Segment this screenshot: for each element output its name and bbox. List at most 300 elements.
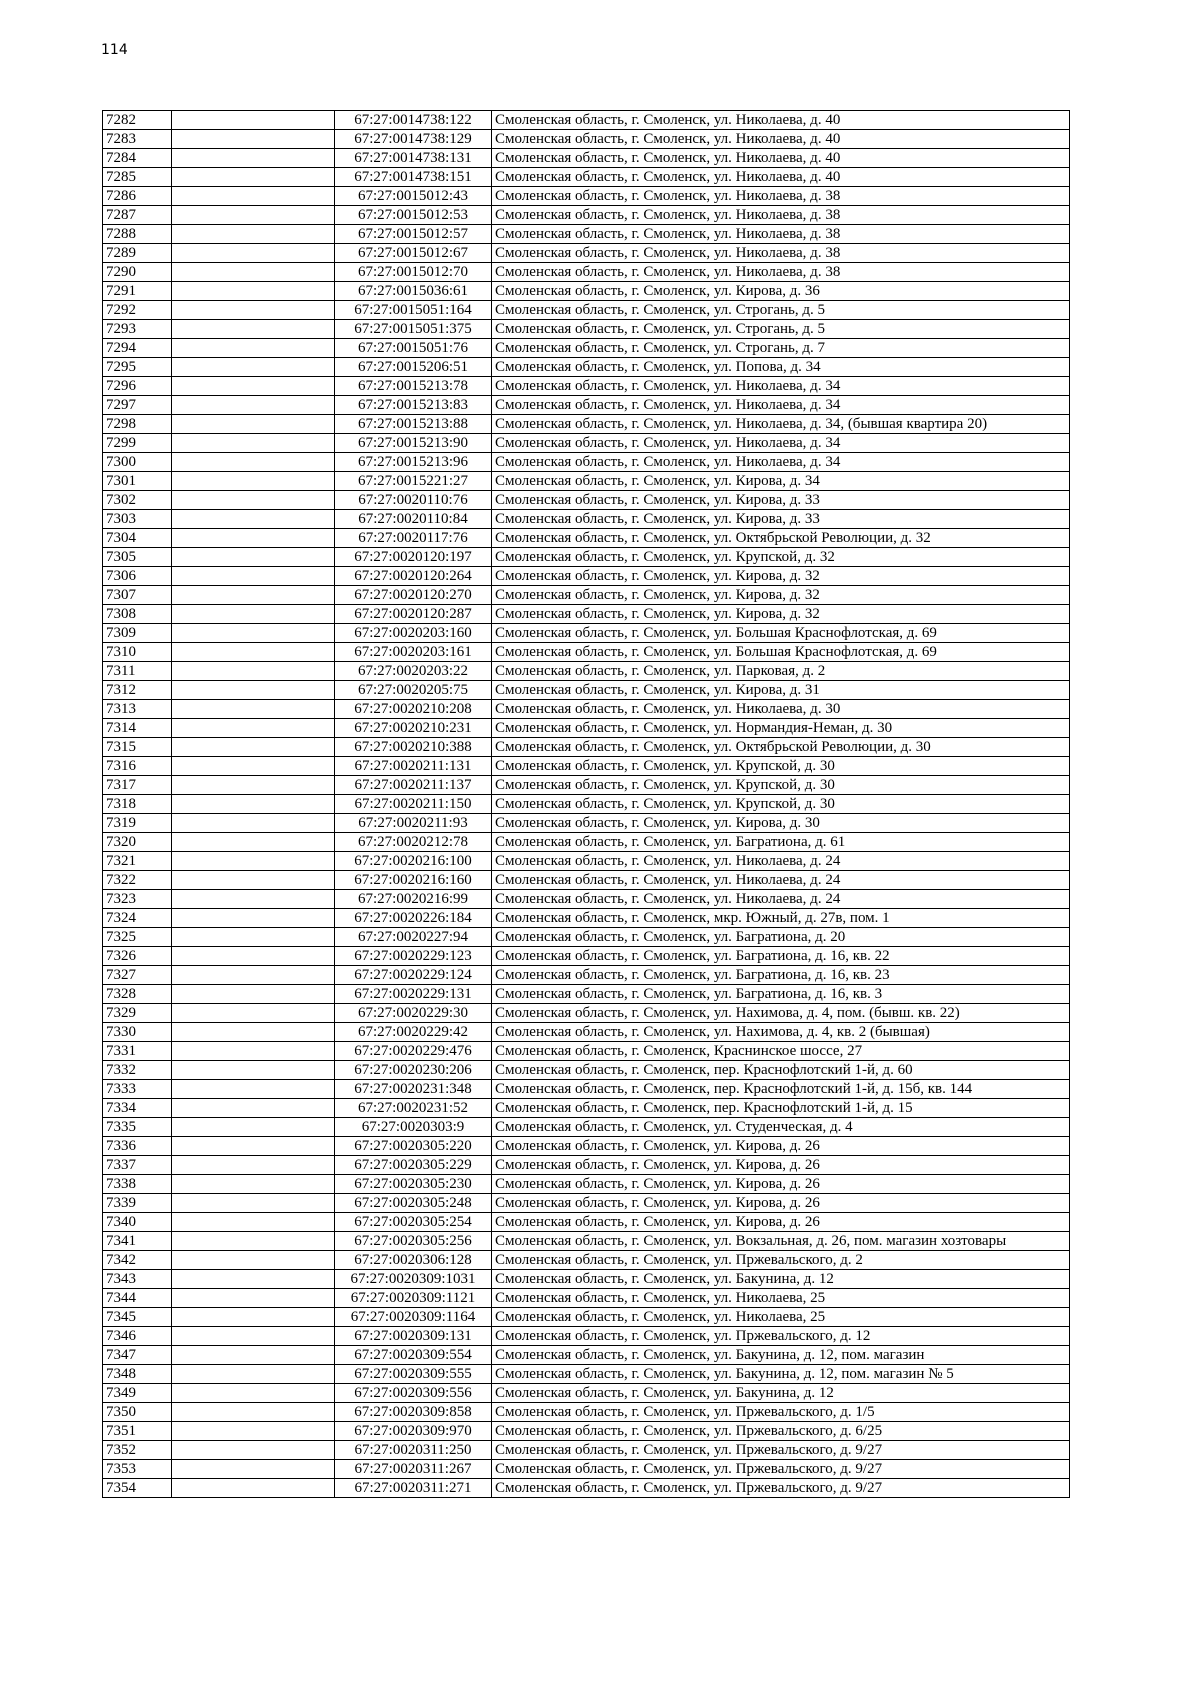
table-row: [103, 282, 1070, 301]
table-row: [103, 453, 1070, 472]
table-row: [103, 852, 1070, 871]
cadastral-number-cell: 67:27:0020309:1031: [335, 1270, 492, 1289]
empty-cell: [172, 1251, 335, 1270]
empty-cell: [172, 1156, 335, 1175]
table-row: [103, 985, 1070, 1004]
table-row: [103, 567, 1070, 586]
table-row: [103, 1061, 1070, 1080]
empty-cell: [172, 871, 335, 890]
empty-cell: [172, 1023, 335, 1042]
empty-cell: [172, 1042, 335, 1061]
cadastral-number-cell: 67:27:0020203:161: [335, 643, 492, 662]
address-cell: Смоленская область, г. Смоленск, ул. Николаева, д. 34: [492, 434, 1070, 453]
address-cell: Смоленская область, г. Смоленск, ул. Крупской, д. 30: [492, 776, 1070, 795]
cadastral-number-cell: 67:27:0020120:197: [335, 548, 492, 567]
address-cell: Смоленская область, г. Смоленск, ул. Пржевальского, д. 6/25: [492, 1422, 1070, 1441]
row-number-cell: 7307: [103, 586, 172, 605]
table-row: [103, 1441, 1070, 1460]
empty-cell: [172, 966, 335, 985]
row-number-cell: 7303: [103, 510, 172, 529]
empty-cell: [172, 738, 335, 757]
table-row: [103, 263, 1070, 282]
cadastral-number-cell: 67:27:0020211:131: [335, 757, 492, 776]
empty-cell: [172, 1479, 335, 1498]
table-row: [103, 1251, 1070, 1270]
address-cell: Смоленская область, г. Смоленск, Краснинское шоссе, 27: [492, 1042, 1070, 1061]
table-row: [103, 548, 1070, 567]
table-row: [103, 966, 1070, 985]
cadastral-number-cell: 67:27:0020216:160: [335, 871, 492, 890]
cadastral-number-cell: 67:27:0020309:556: [335, 1384, 492, 1403]
table-row: [103, 1175, 1070, 1194]
row-number-cell: 7346: [103, 1327, 172, 1346]
address-cell: Смоленская область, г. Смоленск, ул. Николаева, д. 38: [492, 206, 1070, 225]
cadastral-number-cell: 67:27:0020230:206: [335, 1061, 492, 1080]
row-number-cell: 7293: [103, 320, 172, 339]
address-cell: Смоленская область, г. Смоленск, ул. Николаева, д. 40: [492, 130, 1070, 149]
empty-cell: [172, 1403, 335, 1422]
cadastral-number-cell: 67:27:0020226:184: [335, 909, 492, 928]
cadastral-number-cell: 67:27:0014738:122: [335, 111, 492, 130]
table-row: [103, 434, 1070, 453]
cadastral-number-cell: 67:27:0015012:70: [335, 263, 492, 282]
table-row: [103, 1308, 1070, 1327]
address-cell: Смоленская область, г. Смоленск, ул. Кирова, д. 26: [492, 1175, 1070, 1194]
row-number-cell: 7310: [103, 643, 172, 662]
empty-cell: [172, 1061, 335, 1080]
address-cell: Смоленская область, г. Смоленск, ул. Попова, д. 34: [492, 358, 1070, 377]
empty-cell: [172, 1099, 335, 1118]
cadastral-number-cell: 67:27:0020227:94: [335, 928, 492, 947]
address-cell: Смоленская область, г. Смоленск, пер. Краснофлотский 1-й, д. 60: [492, 1061, 1070, 1080]
address-cell: Смоленская область, г. Смоленск, ул. Строгань, д. 7: [492, 339, 1070, 358]
table-row: [103, 111, 1070, 130]
empty-cell: [172, 1080, 335, 1099]
row-number-cell: 7344: [103, 1289, 172, 1308]
cadastral-number-cell: 67:27:0015213:88: [335, 415, 492, 434]
cadastral-number-cell: 67:27:0020231:52: [335, 1099, 492, 1118]
table-row: [103, 1099, 1070, 1118]
address-cell: Смоленская область, г. Смоленск, ул. Пржевальского, д. 12: [492, 1327, 1070, 1346]
table-row: [103, 206, 1070, 225]
empty-cell: [172, 206, 335, 225]
empty-cell: [172, 358, 335, 377]
empty-cell: [172, 814, 335, 833]
empty-cell: [172, 1137, 335, 1156]
address-cell: Смоленская область, г. Смоленск, ул. Пржевальского, д. 2: [492, 1251, 1070, 1270]
empty-cell: [172, 909, 335, 928]
cadastral-number-cell: 67:27:0020211:150: [335, 795, 492, 814]
table-row: [103, 1137, 1070, 1156]
address-cell: Смоленская область, г. Смоленск, ул. Багратиона, д. 16, кв. 23: [492, 966, 1070, 985]
cadastral-number-cell: 67:27:0020211:93: [335, 814, 492, 833]
address-cell: Смоленская область, г. Смоленск, ул. Бакунина, д. 12: [492, 1270, 1070, 1289]
empty-cell: [172, 681, 335, 700]
empty-cell: [172, 605, 335, 624]
table-row: [103, 396, 1070, 415]
empty-cell: [172, 776, 335, 795]
address-cell: Смоленская область, г. Смоленск, ул. Крупской, д. 30: [492, 795, 1070, 814]
table-row: [103, 871, 1070, 890]
empty-cell: [172, 339, 335, 358]
row-number-cell: 7347: [103, 1346, 172, 1365]
row-number-cell: 7315: [103, 738, 172, 757]
row-number-cell: 7316: [103, 757, 172, 776]
row-number-cell: 7295: [103, 358, 172, 377]
address-cell: Смоленская область, г. Смоленск, ул. Николаева, д. 34: [492, 377, 1070, 396]
empty-cell: [172, 415, 335, 434]
cadastral-number-cell: 67:27:0020117:76: [335, 529, 492, 548]
cadastral-number-cell: 67:27:0020229:131: [335, 985, 492, 1004]
cadastral-number-cell: 67:27:0020205:75: [335, 681, 492, 700]
row-number-cell: 7351: [103, 1422, 172, 1441]
empty-cell: [172, 282, 335, 301]
cadastral-number-cell: 67:27:0020110:84: [335, 510, 492, 529]
cadastral-number-cell: 67:27:0020210:388: [335, 738, 492, 757]
cadastral-number-cell: 67:27:0020212:78: [335, 833, 492, 852]
address-cell: Смоленская область, г. Смоленск, ул. Николаева, 25: [492, 1289, 1070, 1308]
address-cell: Смоленская область, г. Смоленск, ул. Вокзальная, д. 26, пом. магазин хозтовары: [492, 1232, 1070, 1251]
address-cell: Смоленская область, г. Смоленск, ул. Пржевальского, д. 1/5: [492, 1403, 1070, 1422]
row-number-cell: 7338: [103, 1175, 172, 1194]
empty-cell: [172, 187, 335, 206]
cadastral-number-cell: 67:27:0020311:250: [335, 1441, 492, 1460]
cadastral-number-cell: 67:27:0020110:76: [335, 491, 492, 510]
row-number-cell: 7322: [103, 871, 172, 890]
cadastral-number-cell: 67:27:0020306:128: [335, 1251, 492, 1270]
cadastral-number-cell: 67:27:0020309:1164: [335, 1308, 492, 1327]
table-row: [103, 738, 1070, 757]
cadastral-number-cell: 67:27:0020120:264: [335, 567, 492, 586]
cadastral-number-cell: 67:27:0020210:231: [335, 719, 492, 738]
empty-cell: [172, 1308, 335, 1327]
row-number-cell: 7311: [103, 662, 172, 681]
row-number-cell: 7285: [103, 168, 172, 187]
table-row: [103, 833, 1070, 852]
table-row: [103, 225, 1070, 244]
row-number-cell: 7313: [103, 700, 172, 719]
property-registry-table: [102, 110, 1070, 1498]
empty-cell: [172, 947, 335, 966]
empty-cell: [172, 130, 335, 149]
empty-cell: [172, 624, 335, 643]
empty-cell: [172, 491, 335, 510]
table-row: [103, 510, 1070, 529]
cadastral-number-cell: 67:27:0020311:271: [335, 1479, 492, 1498]
cadastral-number-cell: 67:27:0020303:9: [335, 1118, 492, 1137]
cadastral-number-cell: 67:27:0020203:22: [335, 662, 492, 681]
empty-cell: [172, 168, 335, 187]
cadastral-number-cell: 67:27:0015036:61: [335, 282, 492, 301]
cadastral-number-cell: 67:27:0014738:131: [335, 149, 492, 168]
address-cell: Смоленская область, г. Смоленск, ул. Николаева, 25: [492, 1308, 1070, 1327]
empty-cell: [172, 434, 335, 453]
cadastral-number-cell: 67:27:0020309:970: [335, 1422, 492, 1441]
row-number-cell: 7294: [103, 339, 172, 358]
row-number-cell: 7350: [103, 1403, 172, 1422]
empty-cell: [172, 719, 335, 738]
table-row: [103, 776, 1070, 795]
address-cell: Смоленская область, г. Смоленск, ул. Кирова, д. 26: [492, 1213, 1070, 1232]
row-number-cell: 7290: [103, 263, 172, 282]
table-row: [103, 1289, 1070, 1308]
cadastral-number-cell: 67:27:0015012:67: [335, 244, 492, 263]
empty-cell: [172, 472, 335, 491]
cadastral-number-cell: 67:27:0020305:254: [335, 1213, 492, 1232]
row-number-cell: 7317: [103, 776, 172, 795]
table-row: [103, 1080, 1070, 1099]
address-cell: Смоленская область, г. Смоленск, ул. Нормандия-Неман, д. 30: [492, 719, 1070, 738]
row-number-cell: 7335: [103, 1118, 172, 1137]
address-cell: Смоленская область, г. Смоленск, ул. Строгань, д. 5: [492, 301, 1070, 320]
empty-cell: [172, 833, 335, 852]
row-number-cell: 7287: [103, 206, 172, 225]
row-number-cell: 7328: [103, 985, 172, 1004]
row-number-cell: 7325: [103, 928, 172, 947]
row-number-cell: 7284: [103, 149, 172, 168]
empty-cell: [172, 529, 335, 548]
table-row: [103, 1479, 1070, 1498]
address-cell: Смоленская область, г. Смоленск, ул. Кирова, д. 33: [492, 510, 1070, 529]
cadastral-number-cell: 67:27:0015213:90: [335, 434, 492, 453]
cadastral-number-cell: 67:27:0020216:100: [335, 852, 492, 871]
table-row: [103, 1156, 1070, 1175]
address-cell: Смоленская область, г. Смоленск, ул. Багратиона, д. 16, кв. 3: [492, 985, 1070, 1004]
empty-cell: [172, 510, 335, 529]
table-row: [103, 472, 1070, 491]
cadastral-number-cell: 67:27:0020309:555: [335, 1365, 492, 1384]
address-cell: Смоленская область, г. Смоленск, ул. Николаева, д. 38: [492, 187, 1070, 206]
row-number-cell: 7345: [103, 1308, 172, 1327]
address-cell: Смоленская область, г. Смоленск, ул. Багратиона, д. 20: [492, 928, 1070, 947]
table-row: [103, 529, 1070, 548]
address-cell: Смоленская область, г. Смоленск, ул. Кирова, д. 32: [492, 567, 1070, 586]
table-row: [103, 719, 1070, 738]
empty-cell: [172, 985, 335, 1004]
table-row: [103, 1232, 1070, 1251]
cadastral-number-cell: 67:27:0015206:51: [335, 358, 492, 377]
row-number-cell: 7296: [103, 377, 172, 396]
table-row: [103, 491, 1070, 510]
empty-cell: [172, 548, 335, 567]
cadastral-number-cell: 67:27:0020229:42: [335, 1023, 492, 1042]
row-number-cell: 7353: [103, 1460, 172, 1479]
empty-cell: [172, 149, 335, 168]
table-row: [103, 928, 1070, 947]
table-row: [103, 700, 1070, 719]
empty-cell: [172, 928, 335, 947]
cadastral-number-cell: 67:27:0020211:137: [335, 776, 492, 795]
cadastral-number-cell: 67:27:0020229:30: [335, 1004, 492, 1023]
row-number-cell: 7288: [103, 225, 172, 244]
cadastral-number-cell: 67:27:0020305:230: [335, 1175, 492, 1194]
empty-cell: [172, 453, 335, 472]
row-number-cell: 7289: [103, 244, 172, 263]
address-cell: Смоленская область, г. Смоленск, ул. Кирова, д. 32: [492, 605, 1070, 624]
cadastral-number-cell: 67:27:0020309:554: [335, 1346, 492, 1365]
address-cell: Смоленская область, г. Смоленск, ул. Крупской, д. 32: [492, 548, 1070, 567]
address-cell: Смоленская область, г. Смоленск, ул. Николаева, д. 38: [492, 244, 1070, 263]
empty-cell: [172, 263, 335, 282]
address-cell: Смоленская область, г. Смоленск, ул. Кирова, д. 26: [492, 1137, 1070, 1156]
address-cell: Смоленская область, г. Смоленск, ул. Кирова, д. 30: [492, 814, 1070, 833]
empty-cell: [172, 1327, 335, 1346]
table-row: [103, 1023, 1070, 1042]
cadastral-number-cell: 67:27:0014738:129: [335, 130, 492, 149]
address-cell: Смоленская область, г. Смоленск, ул. Пржевальского, д. 9/27: [492, 1441, 1070, 1460]
cadastral-number-cell: 67:27:0020309:1121: [335, 1289, 492, 1308]
address-cell: Смоленская область, г. Смоленск, ул. Николаева, д. 24: [492, 890, 1070, 909]
row-number-cell: 7282: [103, 111, 172, 130]
table-row: [103, 947, 1070, 966]
address-cell: Смоленская область, г. Смоленск, ул. Пржевальского, д. 9/27: [492, 1479, 1070, 1498]
cadastral-number-cell: 67:27:0020309:131: [335, 1327, 492, 1346]
row-number-cell: 7304: [103, 529, 172, 548]
address-cell: Смоленская область, г. Смоленск, ул. Большая Краснофлотская, д. 69: [492, 643, 1070, 662]
row-number-cell: 7340: [103, 1213, 172, 1232]
cadastral-number-cell: 67:27:0015213:78: [335, 377, 492, 396]
table-row: [103, 320, 1070, 339]
address-cell: Смоленская область, г. Смоленск, ул. Николаева, д. 24: [492, 852, 1070, 871]
row-number-cell: 7326: [103, 947, 172, 966]
row-number-cell: 7291: [103, 282, 172, 301]
empty-cell: [172, 757, 335, 776]
address-cell: Смоленская область, г. Смоленск, ул. Николаева, д. 38: [492, 263, 1070, 282]
row-number-cell: 7327: [103, 966, 172, 985]
empty-cell: [172, 795, 335, 814]
table-row: [103, 130, 1070, 149]
address-cell: Смоленская область, г. Смоленск, ул. Николаева, д. 40: [492, 111, 1070, 130]
row-number-cell: 7299: [103, 434, 172, 453]
address-cell: Смоленская область, г. Смоленск, ул. Кирова, д. 26: [492, 1194, 1070, 1213]
empty-cell: [172, 1232, 335, 1251]
address-cell: Смоленская область, г. Смоленск, ул. Багратиона, д. 16, кв. 22: [492, 947, 1070, 966]
table-row: [103, 890, 1070, 909]
row-number-cell: 7309: [103, 624, 172, 643]
address-cell: Смоленская область, г. Смоленск, ул. Кирова, д. 33: [492, 491, 1070, 510]
empty-cell: [172, 1175, 335, 1194]
empty-cell: [172, 377, 335, 396]
cadastral-number-cell: 67:27:0015051:76: [335, 339, 492, 358]
table-row: [103, 605, 1070, 624]
table-row: [103, 1384, 1070, 1403]
cadastral-number-cell: 67:27:0020210:208: [335, 700, 492, 719]
row-number-cell: 7318: [103, 795, 172, 814]
empty-cell: [172, 567, 335, 586]
empty-cell: [172, 586, 335, 605]
table-row: [103, 586, 1070, 605]
table-row: [103, 415, 1070, 434]
address-cell: Смоленская область, г. Смоленск, ул. Бакунина, д. 12: [492, 1384, 1070, 1403]
address-cell: Смоленская область, г. Смоленск, ул. Пржевальского, д. 9/27: [492, 1460, 1070, 1479]
address-cell: Смоленская область, г. Смоленск, ул. Октябрьской Революции, д. 30: [492, 738, 1070, 757]
row-number-cell: 7323: [103, 890, 172, 909]
empty-cell: [172, 1384, 335, 1403]
cadastral-number-cell: 67:27:0020231:348: [335, 1080, 492, 1099]
row-number-cell: 7343: [103, 1270, 172, 1289]
table-row: [103, 301, 1070, 320]
row-number-cell: 7314: [103, 719, 172, 738]
empty-cell: [172, 301, 335, 320]
cadastral-number-cell: 67:27:0015051:375: [335, 320, 492, 339]
empty-cell: [172, 1289, 335, 1308]
address-cell: Смоленская область, г. Смоленск, ул. Нахимова, д. 4, пом. (бывш. кв. 22): [492, 1004, 1070, 1023]
empty-cell: [172, 1460, 335, 1479]
row-number-cell: 7337: [103, 1156, 172, 1175]
address-cell: Смоленская область, г. Смоленск, ул. Кирова, д. 36: [492, 282, 1070, 301]
table-row: [103, 1194, 1070, 1213]
table-row: [103, 377, 1070, 396]
address-cell: Смоленская область, г. Смоленск, ул. Парковая, д. 2: [492, 662, 1070, 681]
empty-cell: [172, 643, 335, 662]
row-number-cell: 7286: [103, 187, 172, 206]
cadastral-number-cell: 67:27:0020229:123: [335, 947, 492, 966]
table-row: [103, 662, 1070, 681]
empty-cell: [172, 1441, 335, 1460]
address-cell: Смоленская область, г. Смоленск, ул. Николаева, д. 40: [492, 168, 1070, 187]
table-row: [103, 1403, 1070, 1422]
table-row: [103, 681, 1070, 700]
address-cell: Смоленская область, г. Смоленск, ул. Большая Краснофлотская, д. 69: [492, 624, 1070, 643]
address-cell: Смоленская область, г. Смоленск, ул. Николаева, д. 30: [492, 700, 1070, 719]
empty-cell: [172, 662, 335, 681]
address-cell: Смоленская область, г. Смоленск, мкр. Южный, д. 27в, пом. 1: [492, 909, 1070, 928]
address-cell: Смоленская область, г. Смоленск, пер. Краснофлотский 1-й, д. 15: [492, 1099, 1070, 1118]
row-number-cell: 7333: [103, 1080, 172, 1099]
empty-cell: [172, 1422, 335, 1441]
address-cell: Смоленская область, г. Смоленск, ул. Нахимова, д. 4, кв. 2 (бывшая): [492, 1023, 1070, 1042]
row-number-cell: 7300: [103, 453, 172, 472]
row-number-cell: 7352: [103, 1441, 172, 1460]
empty-cell: [172, 1004, 335, 1023]
empty-cell: [172, 1194, 335, 1213]
empty-cell: [172, 1365, 335, 1384]
empty-cell: [172, 111, 335, 130]
table-row: [103, 1213, 1070, 1232]
empty-cell: [172, 700, 335, 719]
address-cell: Смоленская область, г. Смоленск, ул. Кирова, д. 26: [492, 1156, 1070, 1175]
page-number: 114: [101, 42, 128, 58]
table-row: [103, 814, 1070, 833]
address-cell: Смоленская область, г. Смоленск, ул. Октябрьской Революции, д. 32: [492, 529, 1070, 548]
empty-cell: [172, 244, 335, 263]
row-number-cell: 7324: [103, 909, 172, 928]
table-row: [103, 624, 1070, 643]
cadastral-number-cell: 67:27:0015012:43: [335, 187, 492, 206]
cadastral-number-cell: 67:27:0020120:287: [335, 605, 492, 624]
address-cell: Смоленская область, г. Смоленск, ул. Николаева, д. 34: [492, 396, 1070, 415]
cadastral-number-cell: 67:27:0015012:57: [335, 225, 492, 244]
row-number-cell: 7354: [103, 1479, 172, 1498]
address-cell: Смоленская область, г. Смоленск, ул. Николаева, д. 34: [492, 453, 1070, 472]
table-row: [103, 187, 1070, 206]
table-row: [103, 1327, 1070, 1346]
address-cell: Смоленская область, г. Смоленск, ул. Кирова, д. 31: [492, 681, 1070, 700]
row-number-cell: 7330: [103, 1023, 172, 1042]
empty-cell: [172, 1346, 335, 1365]
address-cell: Смоленская область, г. Смоленск, ул. Багратиона, д. 61: [492, 833, 1070, 852]
empty-cell: [172, 1118, 335, 1137]
row-number-cell: 7349: [103, 1384, 172, 1403]
cadastral-number-cell: 67:27:0020216:99: [335, 890, 492, 909]
cadastral-number-cell: 67:27:0014738:151: [335, 168, 492, 187]
row-number-cell: 7306: [103, 567, 172, 586]
cadastral-number-cell: 67:27:0015213:96: [335, 453, 492, 472]
empty-cell: [172, 1213, 335, 1232]
cadastral-number-cell: 67:27:0020309:858: [335, 1403, 492, 1422]
table-row: [103, 1118, 1070, 1137]
table-row: [103, 795, 1070, 814]
